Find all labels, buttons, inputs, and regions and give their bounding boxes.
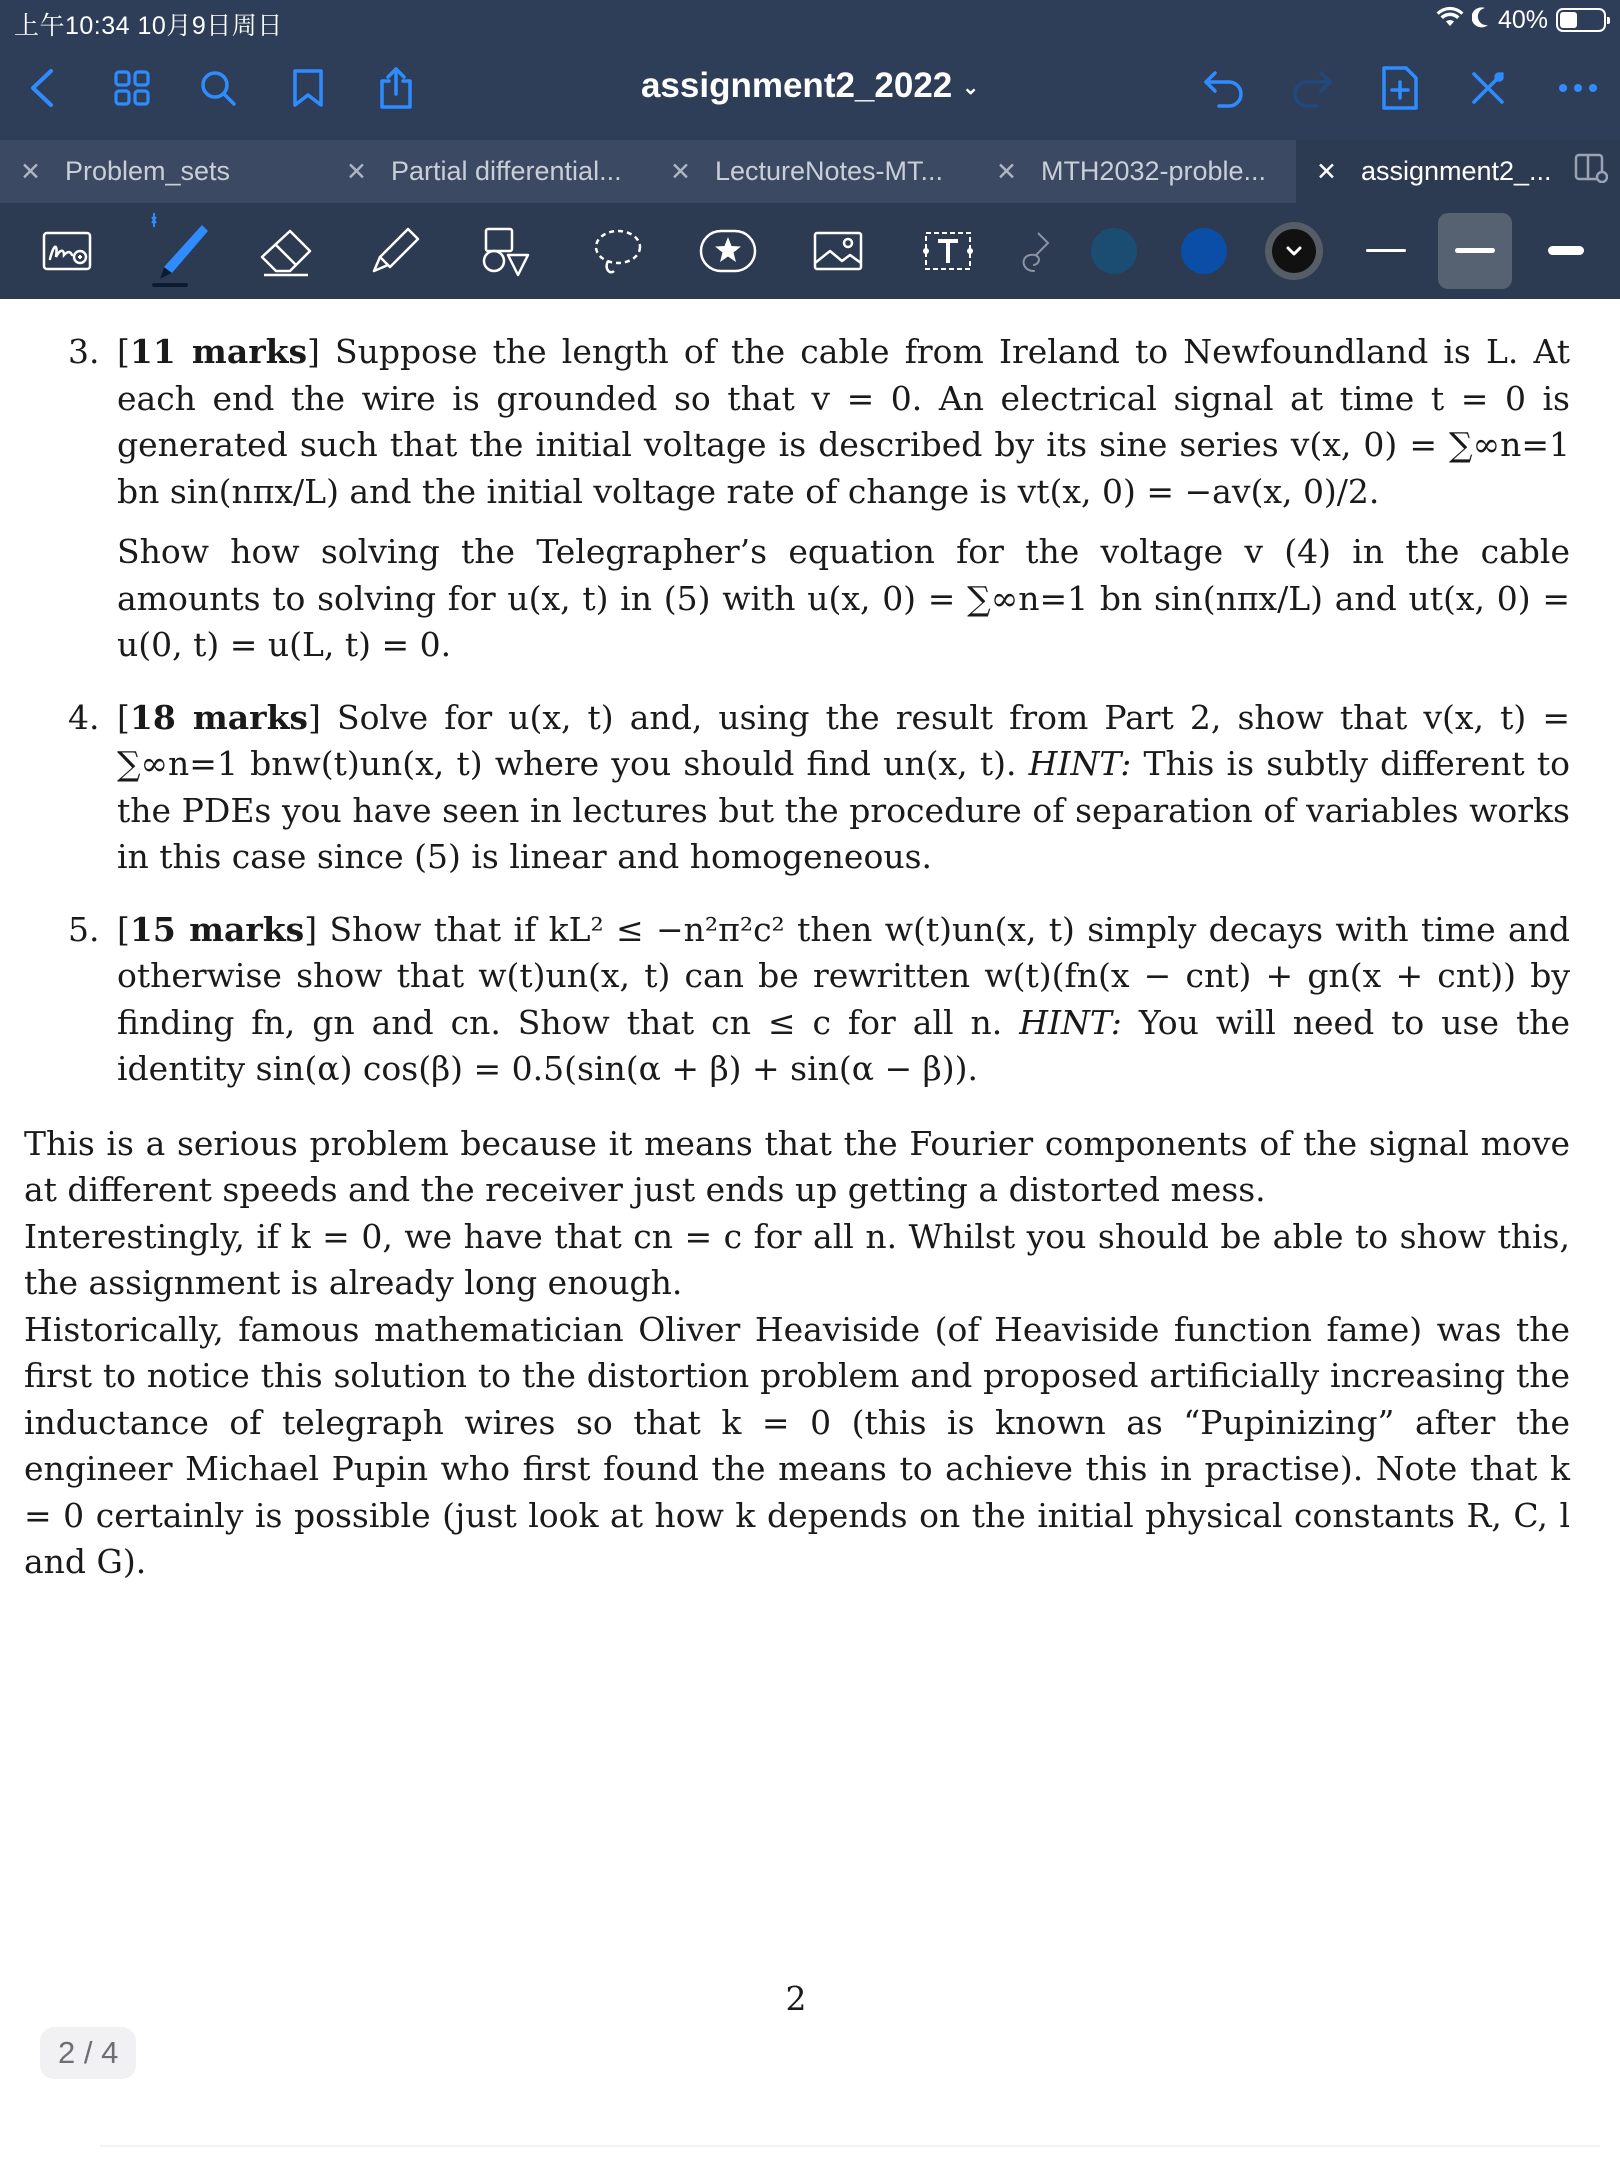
page-indicator[interactable]: 2 / 4	[40, 2027, 136, 2079]
problem-3-task: Show how solving the Telegrapher’s equation for the voltage v (4) in the cable amounts to solving for u(x, t) in (5) with u(x, 0) = ∑∞n=1 bn sin(nπx/L) and ut(x, 0) = u(0, t) = u(L, t) = 0.	[117, 532, 1570, 664]
app-chrome	[0, 0, 1620, 140]
paragraph-interestingly: Interestingly, if k = 0, we have that cn = c for all n. Whilst you should be able to show this, the assignment is already long enough.	[24, 1216, 1570, 1302]
tab-mth2032[interactable]	[996, 140, 1296, 203]
favorites-icon[interactable]	[698, 221, 758, 281]
tab-label: Problem_sets	[64, 156, 231, 186]
problem-number: 4.	[68, 697, 100, 737]
close-icon[interactable]: ✕	[1316, 157, 1337, 186]
document-page[interactable]	[0, 299, 1620, 2160]
add-page-icon[interactable]	[1374, 62, 1426, 114]
problem-5-text: [15 marks] Show that if kL² ≤ −n²π²c² then w(t)un(x, t) simply decays with time and otherwise show that w(t)un(x, t) can be rewritten w(t)(fn(x − cnt) + gn(x + cnt)) by finding fn, gn and cn. Show that cn ≤ c for all n. HINT: You will need to use the identity sin(α) cos(β) = 0.5(sin(α + β) + sin(α − β)).	[117, 909, 1570, 1088]
stroke-thin-option[interactable]	[1356, 221, 1416, 281]
close-icon[interactable]: ✕	[996, 157, 1017, 186]
tab-strip	[0, 140, 1620, 203]
problem-4-text: [18 marks] Solve for u(x, t) and, using the result from Part 2, show that v(x, t) = ∑∞n=1 bnw(t)un(x, t) where you should find un(x, t). HINT: This is subtly different to the PDEs you have seen in lectures but the procedure of separation of variables works in this case since (5) is linear and homogeneous.	[117, 697, 1570, 876]
chevron-down-icon[interactable]: ⌄	[962, 77, 980, 100]
close-icon[interactable]: ✕	[346, 157, 367, 186]
tools-icon[interactable]	[1462, 62, 1514, 114]
tab-label: Partial differential...	[390, 156, 622, 186]
tab-partial-differential[interactable]	[346, 140, 666, 203]
problem-3-text: [11 marks] Suppose the length of the cable from Ireland to Newfoundland is L. At each end the wire is grounded so that v = 0. An electrical signal at time t = 0 is generated such that the initial voltage is described by its sine series v(x, 0) = ∑∞n=1 bn sin(nπx/L) and the initial voltage rate of change is vt(x, 0) = −av(x, 0)/2.	[117, 332, 1570, 511]
battery-icon	[1556, 8, 1606, 32]
laser-pointer-icon[interactable]	[1014, 221, 1054, 281]
status-bar	[0, 0, 1620, 40]
highlighter-tool-icon[interactable]	[366, 221, 426, 281]
problem-4	[24, 695, 1570, 881]
moon-icon	[1472, 6, 1490, 35]
hint-label: HINT:	[1028, 744, 1132, 783]
annotation-toolbar	[0, 203, 1620, 299]
eraser-tool-icon[interactable]	[256, 221, 316, 281]
battery-level	[1560, 12, 1577, 28]
color-swatch-selected[interactable]	[1264, 221, 1324, 281]
status-indicators	[1436, 5, 1606, 35]
paragraph-distortion: This is a serious problem because it means that the Fourier components of the signal move at different speeds and the receiver just ends up getting a distorted mess.	[24, 1123, 1570, 1209]
marks-label: 18 marks	[129, 697, 309, 737]
page-divider	[100, 2145, 1600, 2147]
close-icon[interactable]: ✕	[20, 157, 41, 186]
image-tool-icon[interactable]	[808, 221, 868, 281]
document-title[interactable]: assignment2_2022 ⌄	[640, 66, 980, 105]
tab-label: MTH2032-proble...	[1040, 156, 1267, 186]
pen-tool-icon[interactable]	[146, 213, 214, 289]
stroke-medium-option[interactable]	[1438, 213, 1512, 289]
stroke-thick-option[interactable]	[1536, 221, 1596, 281]
tab-lecture-notes[interactable]	[670, 140, 990, 203]
wifi-icon	[1436, 6, 1464, 35]
problem-5	[24, 907, 1570, 1093]
close-icon[interactable]: ✕	[670, 157, 691, 186]
undo-icon[interactable]	[1198, 62, 1250, 114]
split-view-icon[interactable]	[1574, 153, 1608, 190]
color-swatch-1[interactable]	[1084, 221, 1144, 281]
problem-number: 5.	[68, 909, 100, 949]
marks-label: 11 marks	[129, 332, 308, 371]
color-swatch-2[interactable]	[1174, 221, 1234, 281]
hint-label: HINT:	[1019, 1002, 1122, 1042]
text-tool-icon[interactable]	[918, 221, 978, 281]
more-icon[interactable]	[1552, 62, 1604, 114]
shapes-tool-icon[interactable]	[476, 221, 536, 281]
document-content	[24, 329, 1570, 1586]
page-number: 2	[785, 1979, 807, 2018]
title-bar	[0, 40, 1620, 140]
paragraph-historically: Historically, famous mathematician Oliver Heaviside (of Heaviside function fame) was the first to notice this solution to the distortion problem and proposed artificially increasing the inductance of telegraph wires so that k = 0 (this is known as “Pupinizing” after the engineer Michael Pupin who first found the means to achieve this in practise). Note that k = 0 certainly is possible (just look at how k depends on the initial physical constants R, C, l and G).	[24, 1309, 1570, 1581]
marks-label: 15 marks	[129, 909, 305, 949]
handwriting-zoom-icon[interactable]	[38, 221, 98, 281]
tab-label: assignment2_...	[1360, 156, 1552, 186]
lasso-tool-icon[interactable]	[588, 221, 648, 281]
tab-assignment2[interactable]	[1296, 140, 1620, 203]
problem-3	[24, 329, 1570, 669]
tab-problem-sets[interactable]	[20, 140, 340, 203]
redo-icon[interactable]	[1286, 62, 1338, 114]
battery-percent: 40%	[1497, 5, 1548, 34]
status-time: 上午10:34 10月9日周日	[14, 12, 283, 40]
problem-number: 3.	[68, 332, 100, 371]
tab-label: LectureNotes-MT...	[714, 156, 944, 186]
